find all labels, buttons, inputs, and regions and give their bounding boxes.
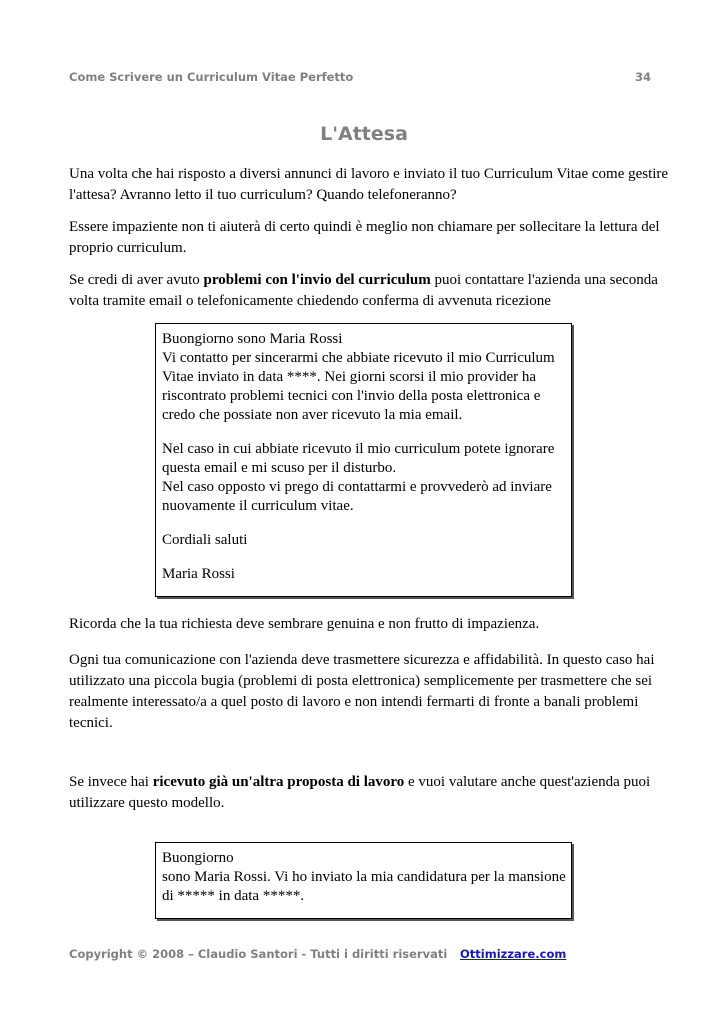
- paragraph-3-text-b: puoi contattare l'azienda una seconda volta tramite email o telefonicamente chiedendo conferma di avvenuta ricezione: [69, 272, 658, 309]
- email-template-box-2: [155, 842, 572, 919]
- email-1-line-3: Nel caso in cui abbiate ricevuto il mio curriculum potete ignorare questa email e mi scuso per il disturbo.: [162, 441, 555, 476]
- book-title: Come Scrivere un Curriculum Vitae Perfetto: [69, 70, 354, 84]
- email-1-line-2: Vi contatto per sincerarmi che abbiate ricevuto il mio Curriculum Vitae inviato in data ****. Nei giorni scorsi il mio provider ha riscontrato problemi tecnici con l'invio della posta elettronica e credo che possiate non aver ricevuto la mia email.: [162, 350, 555, 423]
- email-template-box-1: [155, 323, 572, 597]
- paragraph-6: [69, 772, 669, 814]
- paragraph-5: Ogni tua comunicazione con l'azienda deve trasmettere sicurezza e affidabilità. In questo caso hai utilizzato una piccola bugia (problemi di posta elettronica) semplicemente per trasmettere che sei realmente interessato/a a quel posto di lavoro e non intendi fermarti di fronte a banali problemi tecnici.: [69, 652, 655, 731]
- email-1-line-5: Cordiali saluti: [162, 532, 248, 548]
- email-1-line-1: Buongiorno sono Maria Rossi: [162, 331, 343, 347]
- paragraph-6-bold: ricevuto già un'altra proposta di lavoro: [152, 774, 405, 790]
- paragraph-1: Una volta che hai risposto a diversi annunci di lavoro e inviato il tuo Curriculum Vitae come gestire l'attesa? Avranno letto il tuo curriculum? Quando telefoneranno?: [69, 166, 669, 203]
- footer-link[interactable]: Ottimizzare.com: [460, 947, 567, 961]
- page-header: [69, 70, 651, 84]
- email-1-line-6: Maria Rossi: [162, 566, 235, 582]
- paragraph-6-text-a: Se invece hai: [69, 774, 153, 790]
- paragraph-3: [69, 270, 669, 312]
- email-2-line-2: sono Maria Rossi. Vi ho inviato la mia candidatura per la mansione di ***** in data *****.: [162, 869, 566, 904]
- paragraph-6-text-b: e vuoi valutare anche quest'azienda puoi utilizzare questo modello.: [69, 774, 651, 811]
- page-number: 34: [634, 70, 651, 84]
- footer-copyright: Copyright © 2008 – Claudio Santori - Tutti i diritti riservati: [69, 947, 448, 961]
- email-2-line-1: Buongiorno: [162, 850, 234, 866]
- paragraph-3-bold: problemi con l'invio del curriculum: [203, 272, 431, 288]
- paragraph-3-text-a: Se credi di aver avuto: [69, 272, 204, 288]
- paragraph-4: Ricorda che la tua richiesta deve sembrare genuina e non frutto di impazienza.: [69, 616, 540, 632]
- paragraph-2: Essere impaziente non ti aiuterà di certo quindi è meglio non chiamare per sollecitare la lettura del proprio curriculum.: [69, 219, 660, 256]
- section-title: L'Attesa: [320, 123, 408, 145]
- email-1-line-4: Nel caso opposto vi prego di contattarmi e provvederò ad inviare nuovamente il curriculum vitae.: [162, 479, 552, 514]
